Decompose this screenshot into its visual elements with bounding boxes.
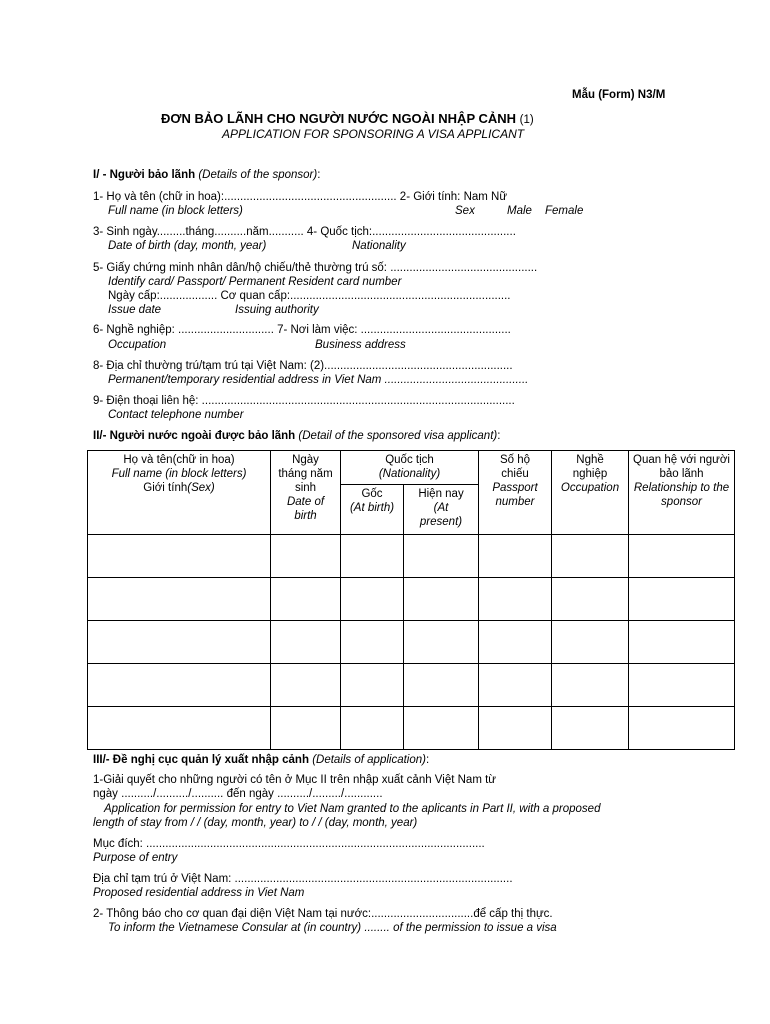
col-header-sex-vn: Giới tính	[143, 482, 188, 494]
table-cell[interactable]	[479, 535, 552, 578]
field-2-en-female: Female	[545, 205, 584, 217]
applicant-table	[87, 450, 735, 750]
purpose-en: Purpose of entry	[93, 852, 178, 864]
col-header-sex-en: (Sex)	[187, 482, 215, 494]
table-cell[interactable]	[341, 664, 404, 707]
col-header-nat-origin-en: (At birth)	[349, 502, 395, 514]
table-row	[88, 578, 735, 621]
request-1-en-a: Application for permission for entry to Viet Nam granted to the aplicants in Part II, with a proposed	[104, 803, 601, 815]
request-2-en: To inform the Vietnamese Consular at (in country) ........ of the permission to issue a visa	[108, 922, 557, 934]
table-cell[interactable]	[552, 664, 629, 707]
table-cell[interactable]	[552, 621, 629, 664]
section-3-heading-en: (Details of application)	[312, 754, 426, 766]
field-2-en-sex: Sex	[455, 205, 475, 217]
table-cell[interactable]	[629, 578, 735, 621]
section-1-heading	[93, 169, 320, 181]
col-header-name	[88, 451, 271, 535]
table-cell[interactable]	[629, 664, 735, 707]
col-header-dob	[271, 451, 341, 535]
table-cell[interactable]	[88, 664, 271, 707]
table-cell[interactable]	[271, 535, 341, 578]
section-3-heading-colon: :	[425, 754, 430, 766]
table-cell[interactable]	[341, 578, 404, 621]
field-5-issue-en: Issue date	[108, 304, 162, 316]
field-9-vn[interactable]: 9- Điện thoại liên hệ: ..................................................................................................	[93, 395, 515, 407]
table-cell[interactable]	[341, 707, 404, 750]
table-cell[interactable]	[88, 621, 271, 664]
field-8-en: Permanent/temporary residential address in Viet Nam .............................................	[108, 374, 529, 386]
col-header-name-vn: Họ và tên(chữ in hoa)	[123, 454, 235, 466]
table-cell[interactable]	[271, 707, 341, 750]
table-row	[88, 535, 735, 578]
table-cell[interactable]	[404, 621, 479, 664]
col-header-relationship	[629, 451, 735, 535]
table-cell[interactable]	[88, 535, 271, 578]
purpose-vn[interactable]: Mục đích: ..........................................................................................................	[93, 838, 485, 850]
request-2-vn[interactable]: 2- Thông báo cho cơ quan đại diện Việt Nam tại nước:................................để cấp thị thực.	[93, 908, 553, 920]
table-cell[interactable]	[404, 707, 479, 750]
table-cell[interactable]	[479, 621, 552, 664]
field-5-issue-vn[interactable]: Ngày cấp:.................. Cơ quan cấp:.....................................................................	[108, 290, 511, 302]
field-4-en: Nationality	[352, 240, 406, 252]
field-5-authority-en: Issuing authority	[235, 304, 319, 316]
table-cell[interactable]	[552, 707, 629, 750]
table-cell[interactable]	[404, 664, 479, 707]
table-cell[interactable]	[629, 535, 735, 578]
field-5-vn[interactable]: 5- Giấy chứng minh nhân dân/hộ chiếu/thẻ thường trú số: ..............................................	[93, 262, 538, 274]
section-1-heading-en: (Details of the sponsor)	[198, 169, 318, 181]
col-header-relationship-vn: Quan hệ với người bảo lãnh	[633, 454, 730, 480]
col-header-relationship-en: Relationship to the sponsor	[633, 482, 730, 508]
col-header-nationality-en: (Nationality)	[378, 468, 441, 480]
temp-address-vn[interactable]: Địa chỉ tạm trú ở Việt Nam: .......................................................................................	[93, 873, 513, 885]
table-cell[interactable]	[88, 578, 271, 621]
section-2-heading-vn: II/- Người nước ngoài được bảo lãnh	[93, 430, 296, 442]
col-header-nat-present	[404, 485, 479, 535]
table-cell[interactable]	[341, 535, 404, 578]
col-header-dob-vn: Ngày tháng năm sinh	[278, 454, 333, 494]
table-cell[interactable]	[629, 621, 735, 664]
table-cell[interactable]	[88, 707, 271, 750]
col-header-passport-vn: Số hộ chiếu	[499, 454, 531, 480]
section-3-heading-vn: III/- Đề nghị cục quản lý xuất nhập cảnh	[93, 754, 309, 766]
field-6-en: Occupation	[108, 339, 167, 351]
col-header-nat-present-vn: Hiện nay	[418, 488, 464, 500]
table-cell[interactable]	[479, 578, 552, 621]
section-3-heading	[93, 754, 429, 766]
field-1-en: Full name (in block letters)	[108, 205, 243, 217]
field-5-en: Identify card/ Passport/ Permanent Resident card number	[108, 276, 402, 288]
field-7-en: Business address	[315, 339, 406, 351]
field-2-en-male: Male	[507, 205, 532, 217]
form-title	[161, 111, 534, 126]
col-header-name-en: Full name (in block letters)	[111, 468, 247, 480]
col-header-occupation-en: Occupation	[560, 482, 620, 494]
field-9-en: Contact telephone number	[108, 409, 244, 421]
form-subtitle: APPLICATION FOR SPONSORING A VISA APPLICANT	[222, 127, 525, 141]
field-8-vn[interactable]: 8- Địa chỉ thường trú/tạm trú tại Việt Nam: (2)...........................................................	[93, 360, 513, 372]
request-1-en-b: length of stay from / / (day, month, year) to / / (day, month, year)	[93, 817, 418, 829]
section-1-heading-colon: :	[317, 169, 321, 181]
col-header-nat-origin-vn: Gốc	[361, 488, 383, 500]
table-cell[interactable]	[479, 707, 552, 750]
col-header-nationality-vn: Quốc tịch	[385, 454, 434, 466]
field-6-vn[interactable]: 6- Nghề nghiệp: .............................. 7- Nơi làm việc: ...............................................	[93, 324, 511, 336]
table-cell[interactable]	[404, 578, 479, 621]
section-1-heading-vn: I/ - Người bảo lãnh	[93, 169, 196, 181]
temp-address-en: Proposed residential address in Viet Nam	[93, 887, 305, 899]
table-cell[interactable]	[271, 664, 341, 707]
col-header-occupation-vn: Nghề nghiệp	[572, 454, 608, 480]
field-1-vn[interactable]: 1- Họ và tên (chữ in hoa):...................................................... 2- Giới tính: Nam Nữ	[93, 191, 508, 203]
table-row	[88, 621, 735, 664]
col-header-passport-en: Passport number	[492, 482, 538, 508]
col-header-occupation	[552, 451, 629, 535]
request-1-vn-a: 1-Giải quyết cho những người có tên ở Mục II trên nhập xuất cảnh Việt Nam từ	[93, 774, 496, 786]
table-cell[interactable]	[552, 535, 629, 578]
col-header-passport	[479, 451, 552, 535]
table-cell[interactable]	[479, 664, 552, 707]
col-header-nationality	[341, 451, 479, 485]
section-2-heading-en: (Detail of the sponsored visa applicant)	[298, 430, 498, 442]
table-cell[interactable]	[271, 578, 341, 621]
col-header-nat-origin	[341, 485, 404, 535]
table-cell[interactable]	[404, 535, 479, 578]
form-code: Mẫu (Form) N3/M	[572, 89, 666, 101]
field-3-en: Date of birth (day, month, year)	[108, 240, 267, 252]
section-2-heading-colon: :	[497, 430, 501, 442]
table-cell[interactable]	[629, 707, 735, 750]
table-cell[interactable]	[341, 621, 404, 664]
table-cell[interactable]	[552, 578, 629, 621]
form-title-note: (1)	[519, 114, 534, 126]
col-header-nat-present-en: (At present)	[419, 502, 463, 528]
request-1-vn-b[interactable]: ngày ........../........../.......... đến ngày ........../........./............	[93, 788, 383, 800]
col-header-dob-en: Date of birth	[286, 496, 325, 522]
section-2-heading	[93, 430, 500, 442]
field-3-vn[interactable]: 3- Sinh ngày.........tháng..........năm........... 4- Quốc tịch:.............................................	[93, 226, 516, 238]
table-row	[88, 664, 735, 707]
form-title-text: ĐƠN BẢO LÃNH CHO NGƯỜI NƯỚC NGOÀI NHẬP CẢNH	[161, 111, 517, 126]
table-row	[88, 707, 735, 750]
table-cell[interactable]	[271, 621, 341, 664]
